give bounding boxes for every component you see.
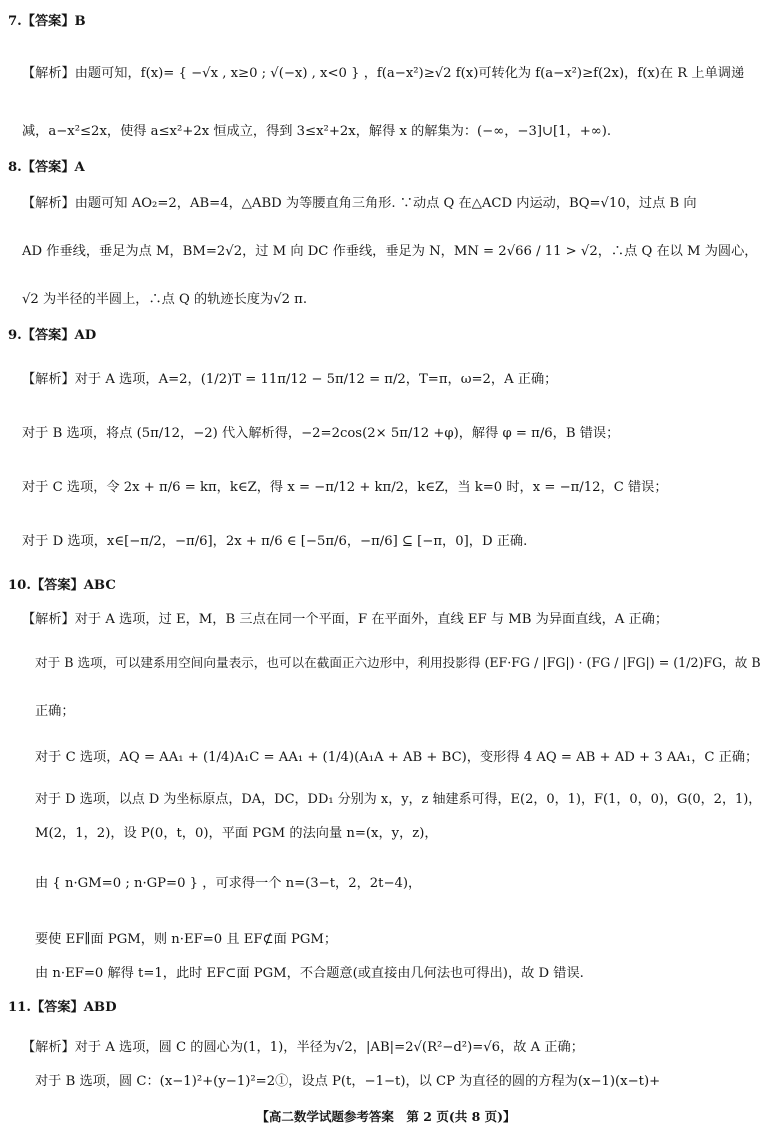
text-line: M(2，1，2)，设 P(0，t，0)，平面 PGM 的法向量 n=(x，y，z)，	[35, 826, 438, 841]
text-line: 正确；	[35, 704, 75, 719]
text-line: 【解析】对于 A 选项，圆 C 的圆心为(1，1)，半径为√2，|AB|=2√(R²−d²)=√6，故 A 正确；	[22, 1040, 584, 1055]
text-line: 7.【答案】B	[8, 14, 86, 29]
text-line: 【解析】由题可知，f(x)= { −√x , x≥0 ; √(−x) , x<0 } ，f(a−x²)≥√2 f(x)可转化为 f(a−x²)≥f(2x)，f(x)在 R 上单调递	[22, 66, 745, 81]
text-line: 9.【答案】AD	[8, 328, 97, 343]
text-line: 8.【答案】A	[8, 160, 85, 175]
text-line: AD 作垂线，垂足为点 M，BM=2√2，过 M 向 DC 作垂线，垂足为 N，MN = 2√66 / 11 > √2，∴点 Q 在以 M 为圆心，	[22, 244, 758, 259]
text-line: 对于 C 选项，AQ = AA₁ + (1/4)A₁C = AA₁ + (1/4)(A₁A + AB + BC)，变形得 4 AQ = AB + AD + 3 AA₁，C 正确；	[35, 750, 759, 765]
text-line: 对于 C 选项，令 2x + π/6 = kπ，k∈Z，得 x = −π/12 + kπ/2，k∈Z，当 k=0 时，x = −π/12，C 错误；	[22, 480, 668, 495]
text-line: 10.【答案】ABC	[8, 578, 116, 593]
text-line: 11.【答案】ABD	[8, 1000, 117, 1015]
text-line: 对于 D 选项，以点 D 为坐标原点，DA，DC，DD₁ 分别为 x，y，z 轴建系可得，E(2，0，1)，F(1，0，0)，G(0，2，1)，	[35, 792, 762, 807]
text-line: 【解析】对于 A 选项，过 E，M，B 三点在同一个平面，F 在平面外，直线 EF 与 MB 为异面直线，A 正确；	[22, 612, 669, 627]
text-line: 对于 B 选项，将点 (5π/12，−2) 代入解析得，−2=2cos(2× 5π/12 +φ)，解得 φ = π/6，B 错误；	[22, 426, 620, 441]
text-line: 减，a−x²≤2x，使得 a≤x²+2x 恒成立，得到 3≤x²+2x，解得 x 的解集为：(−∞，−3]∪[1，+∞).	[22, 124, 612, 139]
page-footer: 【高二数学试题参考答案 第 2 页(共 8 页)】	[256, 1109, 516, 1124]
text-line: 要使 EF∥面 PGM，则 n·EF=0 且 EF⊄面 PGM；	[35, 932, 338, 947]
text-line: 由 n·EF=0 解得 t=1，此时 EF⊂面 PGM，不合题意(或直接由几何法也可得出)，故 D 错误.	[35, 966, 584, 981]
text-line: √2 为半径的半圆上，∴点 Q 的轨迹长度为√2 π.	[22, 292, 308, 307]
text-line: 对于 B 选项，可以建系用空间向量表示，也可以在截面正六边形中，利用投影得 (EF·FG / |FG|) · (FG / |FG|) = (1/2)FG，故 B	[35, 655, 761, 670]
text-line: 对于 B 选项，圆 C：(x−1)²+(y−1)²=2①，设点 P(t，−1−t)，以 CP 为直径的圆的方程为(x−1)(x−t)+	[35, 1074, 661, 1089]
text-line: 【解析】对于 A 选项，A=2，(1/2)T = 11π/12 − 5π/12 = π/2，T=π，ω=2，A 正确；	[22, 372, 558, 387]
text-line: 对于 D 选项，x∈[−π/2，−π/6]，2x + π/6 ∈ [−5π/6，−π/6] ⊆ [−π，0]，D 正确.	[22, 534, 528, 549]
text-line: 由 { n·GM=0 ; n·GP=0 } ，可求得一个 n=(3−t，2，2t−4)，	[35, 876, 422, 891]
text-line: 【解析】由题可知 AO₂=2，AB=4，△ABD 为等腰直角三角形. ∵动点 Q 在△ACD 内运动，BQ=√10，过点 B 向	[22, 196, 697, 211]
